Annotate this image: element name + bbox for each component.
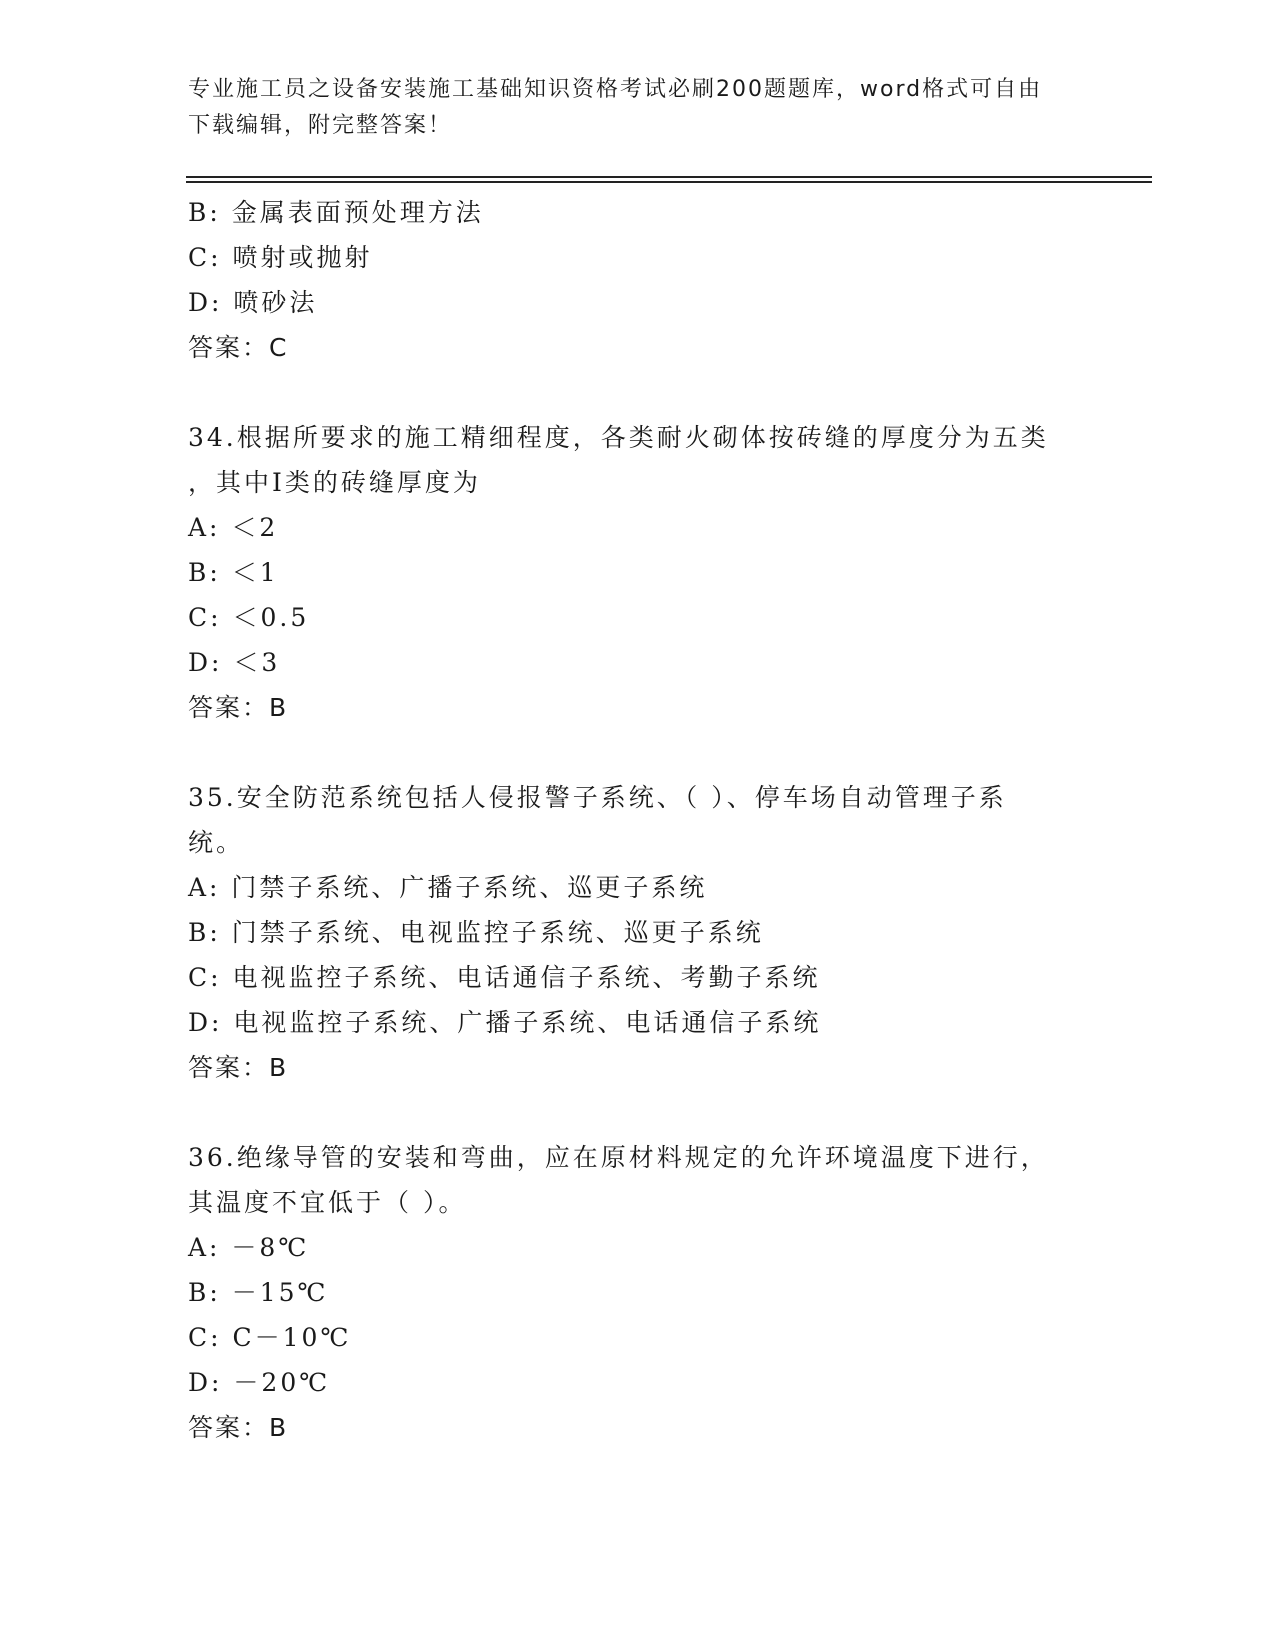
answer-option: A: －8℃ bbox=[188, 1233, 310, 1262]
header-line-2: 下载编辑，附完整答案！ bbox=[188, 113, 453, 138]
question-stem: ，其中Ⅰ类的砖缝厚度为 bbox=[188, 468, 481, 497]
answer-option: B: －15℃ bbox=[188, 1278, 329, 1307]
question-block bbox=[188, 190, 1088, 370]
answer-option: D: 电视监控子系统、广播子系统、电话通信子系统 bbox=[188, 1008, 822, 1037]
answer-option: B: 金属表面预处理方法 bbox=[188, 198, 484, 227]
header-divider-bottom bbox=[186, 181, 1152, 183]
answer-key: 答案：C bbox=[188, 333, 289, 362]
answer-key: 答案：B bbox=[188, 693, 289, 722]
answer-option: B: 门禁子系统、电视监控子系统、巡更子系统 bbox=[188, 918, 764, 947]
header-line-1: 专业施工员之设备安装施工基础知识资格考试必刷200题题库，word格式可自由 bbox=[188, 77, 1043, 102]
answer-key: 答案：B bbox=[188, 1053, 289, 1082]
question-list bbox=[188, 190, 1088, 1495]
header-divider-top bbox=[186, 176, 1152, 178]
question-stem: 统。 bbox=[188, 828, 245, 857]
question-stem: 34.根据所要求的施工精细程度，各类耐火砌体按砖缝的厚度分为五类 bbox=[188, 423, 1049, 452]
answer-key: 答案：B bbox=[188, 1413, 289, 1442]
answer-option: D: ＜3 bbox=[188, 648, 281, 677]
question-block bbox=[188, 1135, 1088, 1450]
answer-option: D: 喷砂法 bbox=[188, 288, 318, 317]
answer-option: C: C－10℃ bbox=[188, 1323, 352, 1352]
question-stem: 其温度不宜低于（ ）。 bbox=[188, 1188, 467, 1217]
answer-option: C: ＜0.5 bbox=[188, 603, 310, 632]
document-header bbox=[188, 72, 1068, 144]
answer-option: A: 门禁子系统、广播子系统、巡更子系统 bbox=[188, 873, 708, 902]
answer-option: A: ＜2 bbox=[188, 513, 279, 542]
question-stem: 36.绝缘导管的安装和弯曲，应在原材料规定的允许环境温度下进行， bbox=[188, 1143, 1049, 1172]
answer-option: B: ＜1 bbox=[188, 558, 279, 587]
answer-option: D: －20℃ bbox=[188, 1368, 331, 1397]
answer-option: C: 电视监控子系统、电话通信子系统、考勤子系统 bbox=[188, 963, 821, 992]
question-block bbox=[188, 415, 1088, 730]
answer-option: C: 喷射或抛射 bbox=[188, 243, 373, 272]
question-block bbox=[188, 775, 1088, 1090]
question-stem: 35.安全防范系统包括人侵报警子系统、（ ）、停车场自动管理子系 bbox=[188, 783, 1007, 812]
